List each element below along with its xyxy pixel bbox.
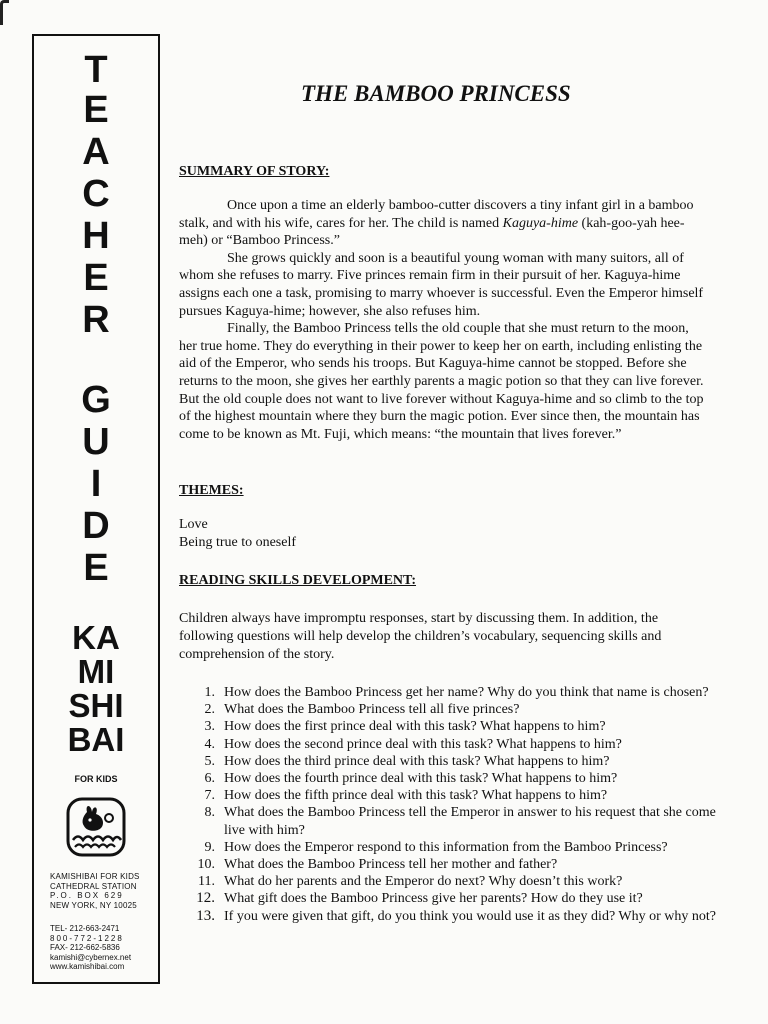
phone-line: TEL- 212-663-2471 [50, 924, 120, 933]
question-text: What does the Bamboo Princess tell all five princes? [224, 702, 520, 718]
question-item [179, 753, 719, 770]
question-list [179, 684, 719, 925]
question-text: How does the Emperor respond to this information from the Bamboo Princess? [224, 839, 668, 855]
question-number: 2. [204, 702, 215, 718]
themes-heading: THEMES: [179, 483, 244, 498]
for-kids-label: FOR KIDS [74, 774, 118, 784]
guide-letter: D [82, 505, 110, 547]
kamishibai-syllable: MI [77, 653, 115, 690]
summary-text [179, 197, 709, 443]
theme-item: Being true to oneself [179, 535, 297, 550]
question-number: 6. [204, 771, 215, 787]
teacher-letter: C [82, 173, 110, 215]
question-item [179, 839, 719, 856]
question-text: How does the second prince deal with this task? What happens to him? [224, 736, 622, 752]
teacher-letter: R [82, 299, 110, 341]
guide-letter: G [81, 379, 111, 421]
question-text: What does the Bamboo Princess tell her mother and father? [224, 857, 558, 873]
address-line: NEW YORK, NY 10025 [50, 900, 137, 910]
teacher-letter: A [82, 131, 110, 173]
phone-line: 800-772-1228 [50, 933, 124, 943]
question-text: What gift does the Bamboo Princess give her parents? How do they use it? [224, 891, 643, 907]
question-text: If you were given that gift, do you think you would use it as they did? Why or why not? [224, 908, 716, 924]
summary-text-part: (kah-goo-yah hee-meh) or “Bamboo Princess.” [179, 215, 685, 249]
guide-letter: I [90, 463, 102, 505]
page-title: THE BAMBOO PRINCESS [301, 81, 571, 106]
kamishibai-syllable: BAI [67, 721, 125, 758]
question-number: 1. [204, 685, 215, 700]
summary-paragraph: She grows quickly and soon is a beautiful young woman with many suitors, all of whom she refuses to marry. Five princes remain firm in their pursuit of her. Kaguya-hime assigns each one a task, promising to marry whoever is successful. Even the Emperor himself pursues Kaguya-hime; however, she also refuses him. [179, 250, 704, 319]
question-item [179, 873, 719, 890]
question-item [179, 718, 719, 735]
contact-block [50, 924, 160, 972]
guide-letter: U [82, 421, 110, 463]
kaguya-hime-name: Kaguya-hime [502, 215, 579, 231]
question-number: 5. [204, 753, 215, 769]
question-number: 12. [196, 890, 215, 907]
sidebar-panel [32, 34, 160, 984]
question-item [179, 804, 719, 838]
question-item [179, 890, 719, 907]
question-item [179, 701, 719, 718]
rabbit-wave-logo-icon [65, 796, 127, 858]
website-link[interactable]: www.kamishibai.com [50, 962, 125, 971]
reading-skills-heading: READING SKILLS DEVELOPMENT: [179, 573, 417, 588]
teacher-letter: H [82, 215, 110, 257]
question-text: What does the Bamboo Princess tell the Emperor in answer to his request that she come live with him? [224, 805, 716, 838]
question-text: What do her parents and the Emperor do next? Why doesn’t this work? [224, 874, 623, 890]
question-number: 7. [204, 788, 215, 804]
summary-paragraph: Finally, the Bamboo Princess tells the old couple that she must return to the moon, her true home. They do everything in their power to keep her on earth, including enlisting the aid of the Emperor, who sends his troops. But Kaguya-hime cannot be stopped. Before she returns to the moon, she gives her earthly parents a magic potion so that they can live forever. But the old couple does not want to live forever without Kaguya-hime and so climb to the top of the highest mountain where they burn the magic potion. Ever since then, the mountain has come to be known as Mt. Fuji, which means: “the mountain that lives forever.” [179, 321, 704, 442]
question-number: 8. [204, 805, 215, 821]
question-item [179, 736, 719, 753]
question-number: 10. [197, 857, 215, 873]
fax-line: FAX- 212-662-5836 [50, 943, 120, 952]
question-number: 3. [204, 719, 215, 735]
question-item [179, 908, 719, 925]
page-corner-mark [0, 0, 9, 25]
question-text: How does the first prince deal with this task? What happens to him? [224, 719, 606, 735]
address-line: P.O. BOX 629 [50, 891, 124, 900]
teacher-letter: E [83, 257, 109, 299]
question-text: How does the fifth prince deal with this task? What happens to him? [224, 788, 608, 804]
teacher-letter: T [84, 49, 108, 91]
theme-item: Love [179, 517, 208, 532]
question-item [179, 856, 719, 873]
summary-text-part: Once upon a time an elderly bamboo-cutter discovers a tiny infant girl in a bamboo stalk, and with his wife, cares for her. The child is named [179, 198, 694, 231]
teacher-letter: E [83, 89, 109, 131]
reading-intro: Children always have impromptu responses, start by discussing them. In addition, the following questions will help develop the children’s vocabulary, sequencing skills and comprehension of the story. [179, 611, 662, 662]
guide-letter: E [83, 547, 109, 589]
question-text: How does the Bamboo Princess get her name? Why do you think that name is chosen? [224, 685, 709, 700]
address-line: KAMISHIBAI FOR KIDS [50, 872, 140, 881]
question-item [179, 770, 719, 787]
question-number: 13. [196, 907, 215, 924]
question-item [179, 684, 719, 701]
summary-heading: SUMMARY OF STORY: [179, 164, 330, 179]
question-number: 9. [204, 839, 215, 855]
kamishibai-syllable: SHI [68, 687, 124, 724]
question-text: How does the third prince deal with this task? What happens to him? [224, 753, 610, 769]
summary-paragraph [179, 197, 709, 250]
question-text: How does the fourth prince deal with this task? What happens to him? [224, 771, 618, 787]
themes-list [179, 516, 296, 552]
kamishibai-syllable: KA [72, 619, 120, 656]
address-line: CATHEDRAL STATION [50, 881, 137, 891]
question-number: 4. [204, 736, 215, 752]
email-link[interactable]: kamishi@cybernex.net [50, 952, 132, 962]
address-block [50, 872, 160, 910]
question-number: 11. [198, 874, 215, 890]
question-item [179, 787, 719, 804]
